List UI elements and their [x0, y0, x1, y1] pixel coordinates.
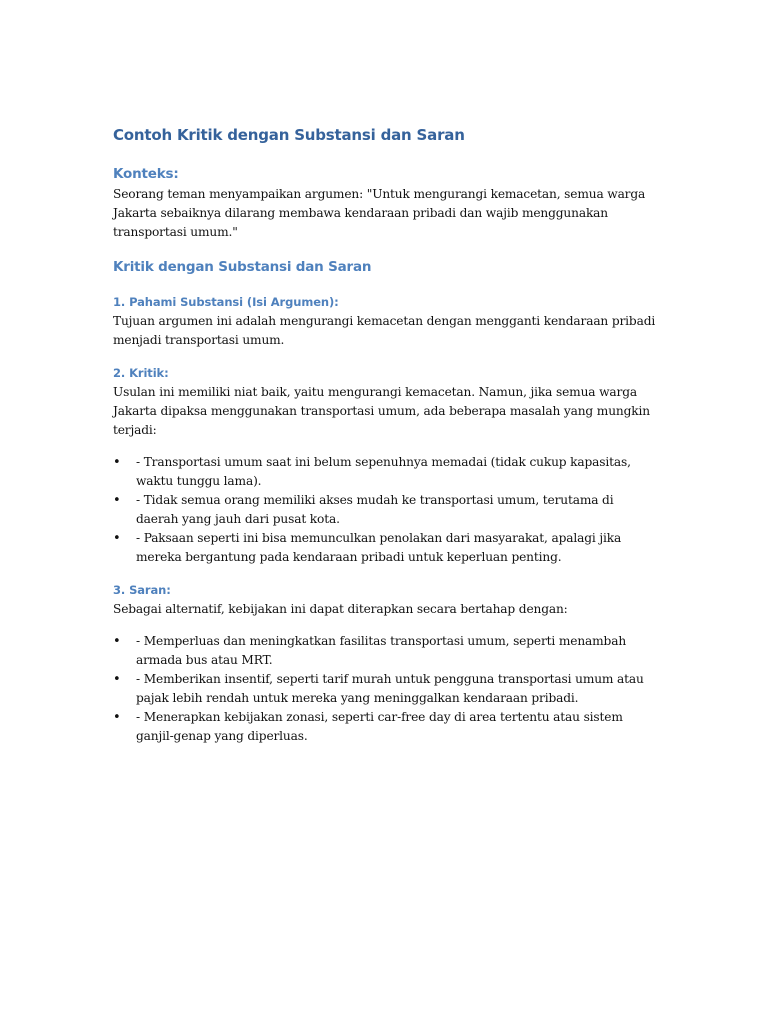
list-item-text: - Memberikan insentif, seperti tarif murah untuk pengguna transportasi umum atau pajak lebih rendah untuk mereka yang meninggalkan kendaraan pribadi. — [136, 672, 644, 705]
critique-bullet-list — [113, 453, 658, 567]
context-heading: Konteks: — [113, 166, 179, 182]
substance-paragraph: Tujuan argumen ini adalah mengurangi kemacetan dengan mengganti kendaraan pribadi menjadi transportasi umum. — [113, 314, 656, 347]
context-paragraph: Seorang teman menyampaikan argumen: "Untuk mengurangi kemacetan, semua warga Jakarta sebaiknya dilarang membawa kendaraan pribadi dan wajib menggunakan transportasi umum." — [113, 187, 646, 239]
critique-heading: 2. Kritik: — [113, 366, 169, 380]
bullet-icon: • — [113, 634, 121, 649]
document-content — [113, 124, 658, 746]
suggestion-bullet-list — [113, 632, 658, 746]
list-item — [113, 453, 658, 491]
suggestion-heading: 3. Saran: — [113, 583, 171, 597]
list-item — [113, 529, 658, 567]
bullet-icon: • — [113, 531, 121, 546]
bullet-icon: • — [113, 710, 121, 725]
list-item-text: - Memperluas dan meningkatkan fasilitas transportasi umum, seperti menambah armada bus atau MRT. — [136, 634, 627, 667]
list-item — [113, 708, 658, 746]
list-item-text: - Tidak semua orang memiliki akses mudah ke transportasi umum, terutama di daerah yang jauh dari pusat kota. — [136, 493, 614, 526]
list-item-text: - Paksaan seperti ini bisa memunculkan penolakan dari masyarakat, apalagi jika mereka bergantung pada kendaraan pribadi untuk keperluan penting. — [136, 531, 622, 564]
list-item — [113, 491, 658, 529]
bullet-icon: • — [113, 672, 121, 687]
document-title: Contoh Kritik dengan Substansi dan Saran — [113, 126, 465, 144]
list-item-text: - Menerapkan kebijakan zonasi, seperti car-free day di area tertentu atau sistem ganjil-genap yang diperluas. — [136, 710, 623, 743]
critique-paragraph: Usulan ini memiliki niat baik, yaitu mengurangi kemacetan. Namun, jika semua warga Jakarta dipaksa menggunakan transportasi umum, ada beberapa masalah yang mungkin terjadi: — [113, 385, 650, 437]
suggestion-paragraph: Sebagai alternatif, kebijakan ini dapat diterapkan secara bertahap dengan: — [113, 602, 568, 616]
list-item-text: - Transportasi umum saat ini belum sepenuhnya memadai (tidak cukup kapasitas, waktu tunggu lama). — [136, 455, 631, 488]
section-heading: Kritik dengan Substansi dan Saran — [113, 259, 372, 275]
list-item — [113, 670, 658, 708]
substance-heading: 1. Pahami Substansi (Isi Argumen): — [113, 295, 339, 309]
list-item — [113, 632, 658, 670]
bullet-icon: • — [113, 493, 121, 508]
bullet-icon: • — [113, 455, 121, 470]
